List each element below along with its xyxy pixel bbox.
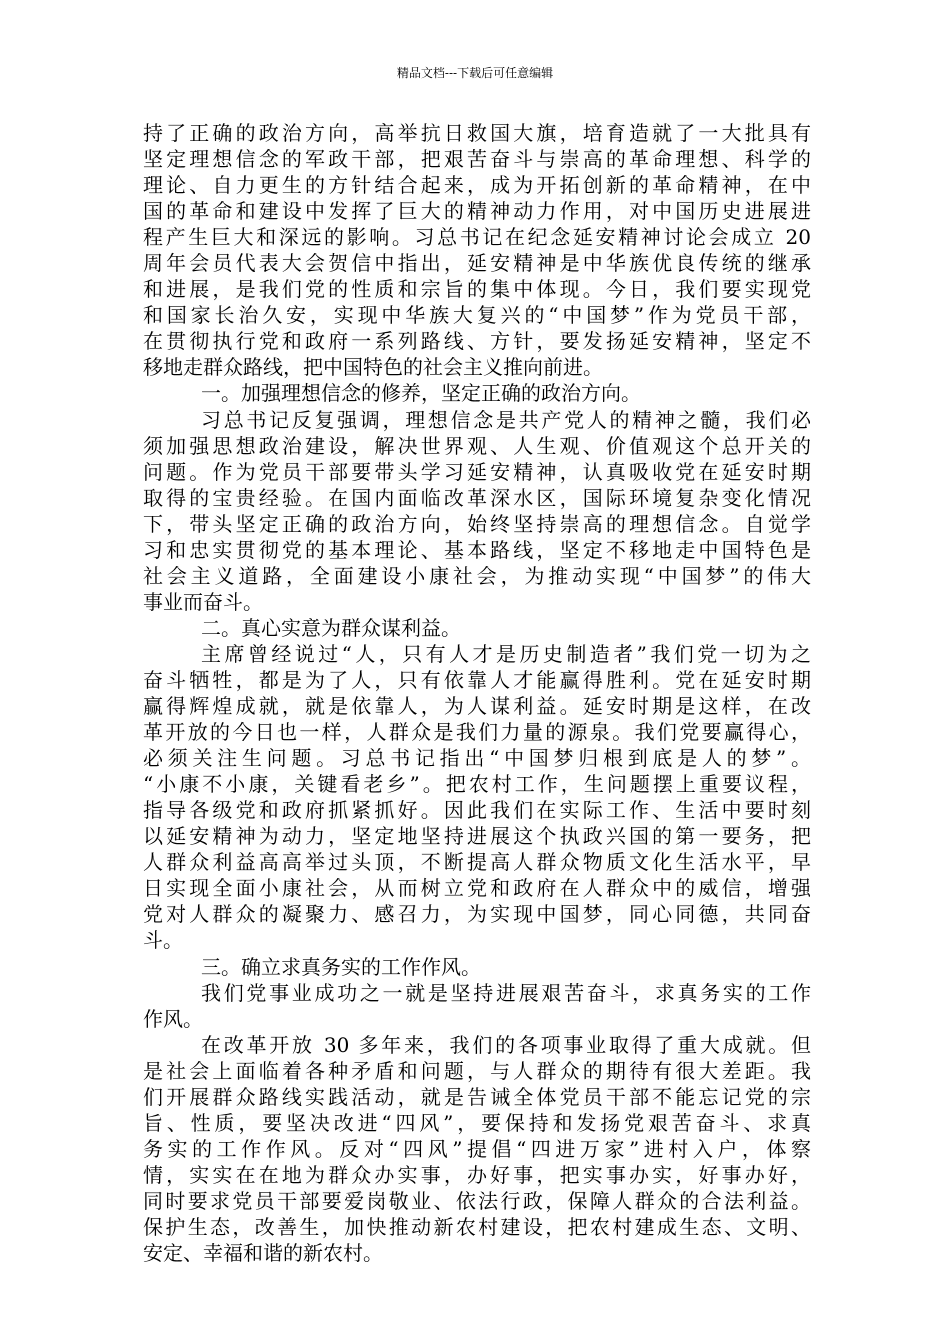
- page-header: 精品文档---下载后可任意编辑: [396, 66, 554, 80]
- text-line: 务实的工作作风。反对“四风”提倡“四进万家”进村入户，体察: [143, 1136, 811, 1161]
- text-line: 问题。作为党员干部要带头学习延安精神，认真吸收党在延安时期: [143, 459, 811, 484]
- text-line: 旨、性质，要坚决改进“四风”，要保持和发扬党艰苦奋斗、求真: [143, 1110, 811, 1135]
- text-line: 是社会上面临着各种矛盾和问题，与人群众的期待有很大差距。我: [143, 1058, 811, 1083]
- text-line: 理论、自力更生的方针结合起来，成为开拓创新的革命精神，在中: [143, 173, 811, 198]
- text-line: 情，实实在在地为群众办实事，办好事，把实事办实，好事办好，: [143, 1162, 811, 1187]
- text-line: 赢得辉煌成就，就是依靠人，为人谋利益。延安时期是这样，在改: [143, 694, 811, 719]
- text-line: 坚定理想信念的军政干部，把艰苦奋斗与崇高的革命理想、科学的: [143, 147, 811, 172]
- text-line: 日实现全面小康社会，从而树立党和政府在人群众中的威信，增强: [143, 876, 811, 901]
- text-line: 同时要求党员干部要爱岗敬业、依法行政，保障人群众的合法利益。: [143, 1188, 811, 1213]
- text-line: 周年会员代表大会贺信中指出，延安精神是中华族优良传统的继承: [143, 251, 811, 276]
- text-line: 下，带头坚定正确的政治方向，始终坚持崇高的理想信念。自觉学: [143, 511, 811, 536]
- text-line: 和国家长治久安，实现中华族大复兴的“中国梦”作为党员干部，: [143, 303, 811, 328]
- document-body: [143, 120, 811, 1266]
- text-line: 社会主义道路，全面建设小康社会，为推动实现“中国梦”的伟大: [143, 563, 811, 588]
- section-heading: 三。确立求真务实的工作作风。: [201, 954, 481, 979]
- text-line: 主席曾经说过“人，只有人才是历史制造者”我们党一切为之: [201, 641, 811, 666]
- text-line: 习总书记反复强调，理想信念是共产党人的精神之髓，我们必: [201, 407, 811, 432]
- text-line: 在贯彻执行党和政府一系列路线、方针，要发扬延安精神，坚定不: [143, 329, 811, 354]
- text-line: 作风。: [143, 1006, 203, 1031]
- text-line: 国的革命和建设中发挥了巨大的精神动力作用，对中国历史进展进: [143, 199, 811, 224]
- text-line: 事业而奋斗。: [143, 589, 263, 614]
- text-line: 革开放的今日也一样，人群众是我们力量的源泉。我们党要赢得心，: [143, 720, 811, 745]
- text-line: 须加强思想政治建设，解决世界观、人生观、价值观这个总开关的: [143, 433, 811, 458]
- text-line: 党对人群众的凝聚力、感召力，为实现中国梦，同心同德，共同奋: [143, 902, 811, 927]
- section-heading: 二。真心实意为群众谋利益。: [201, 615, 461, 640]
- text-line: 必须关注生问题。习总书记指出“中国梦归根到底是人的梦”。: [143, 746, 811, 771]
- text-line: 奋斗牺牲，都是为了人，只有依靠人才能赢得胜利。党在延安时期: [143, 667, 811, 692]
- text-line: 斗。: [143, 928, 183, 953]
- text-line: 以延安精神为动力，坚定地坚持进展这个执政兴国的第一要务，把: [143, 824, 811, 849]
- section-heading: 一。加强理想信念的修养，坚定正确的政治方向。: [201, 381, 641, 406]
- text-line: 程产生巨大和深远的影响。习总书记在纪念延安精神讨论会成立 20: [143, 225, 811, 250]
- text-line: 人群众利益高高举过头顶，不断提高人群众物质文化生活水平，早: [143, 850, 811, 875]
- text-line: 保护生态，改善生，加快推动新农村建设，把农村建成生态、文明、: [143, 1214, 811, 1239]
- text-line: 安定、幸福和谐的新农村。: [143, 1241, 383, 1266]
- text-line: 和进展，是我们党的性质和宗旨的集中体现。今日，我们要实现党: [143, 277, 811, 302]
- text-line: 在改革开放 30 多年来，我们的各项事业取得了重大成就。但: [201, 1032, 811, 1057]
- text-line: 们开展群众路线实践活动，就是告诫全体党员干部不能忘记党的宗: [143, 1084, 811, 1109]
- text-line: 取得的宝贵经验。在国内面临改革深水区，国际环境复杂变化情况: [143, 485, 811, 510]
- text-line: 我们党事业成功之一就是坚持进展艰苦奋斗，求真务实的工作: [201, 980, 811, 1005]
- text-line: “小康不小康，关键看老乡”。把农村工作，生问题摆上重要议程，: [143, 772, 811, 797]
- text-line: 移地走群众路线，把中国特色的社会主义推向前进。: [143, 355, 603, 380]
- text-line: 习和忠实贯彻党的基本理论、基本路线，坚定不移地走中国特色是: [143, 537, 811, 562]
- text-line: 持了正确的政治方向，高举抗日救国大旗，培育造就了一大批具有: [143, 121, 811, 145]
- text-line: 指导各级党和政府抓紧抓好。因此我们在实际工作、生活中要时刻: [143, 798, 811, 823]
